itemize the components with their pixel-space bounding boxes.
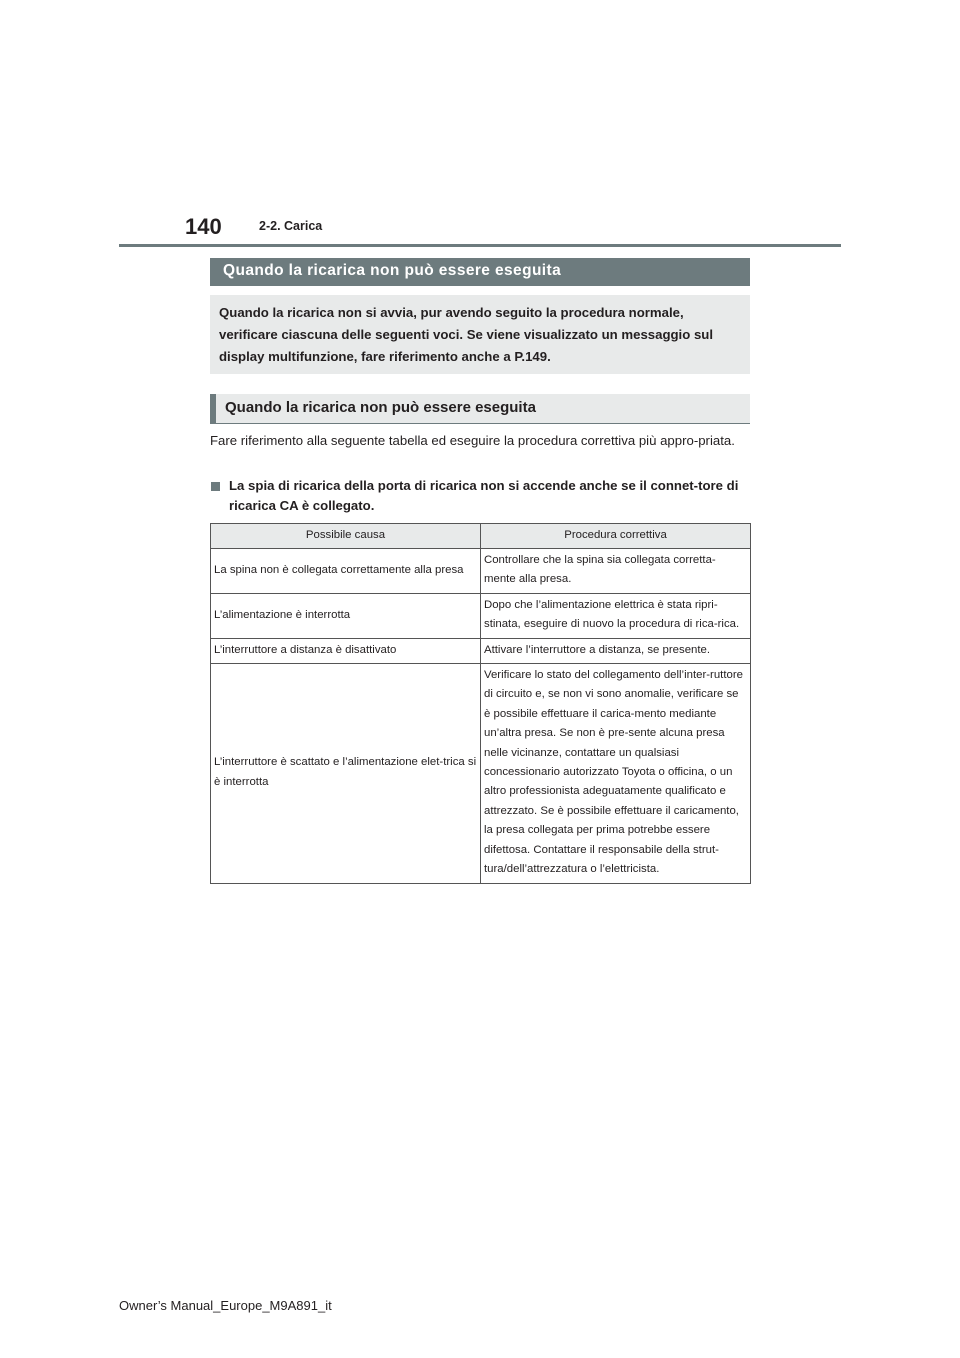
- page-number: 140: [185, 214, 222, 239]
- column-header-cause: Possibile causa: [211, 524, 481, 549]
- cause-cell: La spina non è collegata correttamente alla presa: [211, 549, 481, 594]
- table-row: [211, 593, 751, 638]
- action-cell: Verificare lo stato del collegamento dell’inter-ruttore di circuito e, se non vi sono anomalie, verificare se è possibile effettuare il carica-mento mediante un’altra presa. Se non è pre-sente alcuna presa nelle vicinanze, contattare un qualsiasi concessionario autorizzato Toyota o officina, o un altro professionista adeguatamente qualificato e attrezzato. Se è possibile effettuare il caricamento, la presa collegata per prima potrebbe essere difettosa. Contattare il responsabile della strut-tura/dell’attrezzatura o l’elettricista.: [481, 664, 751, 883]
- subheading-accent-bar: [210, 394, 216, 424]
- footer-manual-id: Owner’s Manual_Europe_M9A891_it: [119, 1298, 332, 1313]
- cause-cell: L’alimentazione è interrotta: [211, 593, 481, 638]
- intro-text: Quando la ricarica non si avvia, pur avendo seguito la procedura normale, verificare ciascuna delle seguenti voci. Se viene visualizzato un messaggio sul display multifunzione, fare riferimento anche a P.149.: [219, 305, 713, 364]
- body-paragraph: Fare riferimento alla seguente tabella ed eseguire la procedura correttiva più appro-priata.: [210, 433, 735, 448]
- bullet-heading: La spia di ricarica della porta di ricarica non si accende anche se il connet-tore di ricarica CA è collegato.: [229, 478, 739, 513]
- column-header-action: Procedura correttiva: [481, 524, 751, 549]
- table-row: [211, 638, 751, 663]
- subheading-title: Quando la ricarica non può essere eseguita: [225, 399, 536, 416]
- section-breadcrumb: 2-2. Carica: [259, 219, 323, 233]
- intro-box: [210, 295, 750, 374]
- subheading-box: [210, 394, 750, 424]
- action-cell: Attivare l’interruttore a distanza, se presente.: [481, 638, 751, 663]
- banner-title: Quando la ricarica non può essere eseguita: [223, 262, 562, 279]
- table-row: [211, 664, 751, 883]
- square-bullet-icon: [211, 482, 220, 491]
- cause-cell: L’interruttore è scattato e l’alimentazione elet-trica si è interrotta: [211, 664, 481, 883]
- section-banner: [210, 258, 750, 286]
- cause-cell: L’interruttore a distanza è disattivato: [211, 638, 481, 663]
- table-row: [211, 549, 751, 594]
- table-header-row: [211, 524, 751, 549]
- action-cell: Controllare che la spina sia collegata corretta-mente alla presa.: [481, 549, 751, 594]
- troubleshooting-table: [210, 523, 751, 884]
- header-divider: [119, 244, 841, 247]
- action-cell: Dopo che l’alimentazione elettrica è stata ripri-stinata, eseguire di nuovo la procedura di rica-rica.: [481, 593, 751, 638]
